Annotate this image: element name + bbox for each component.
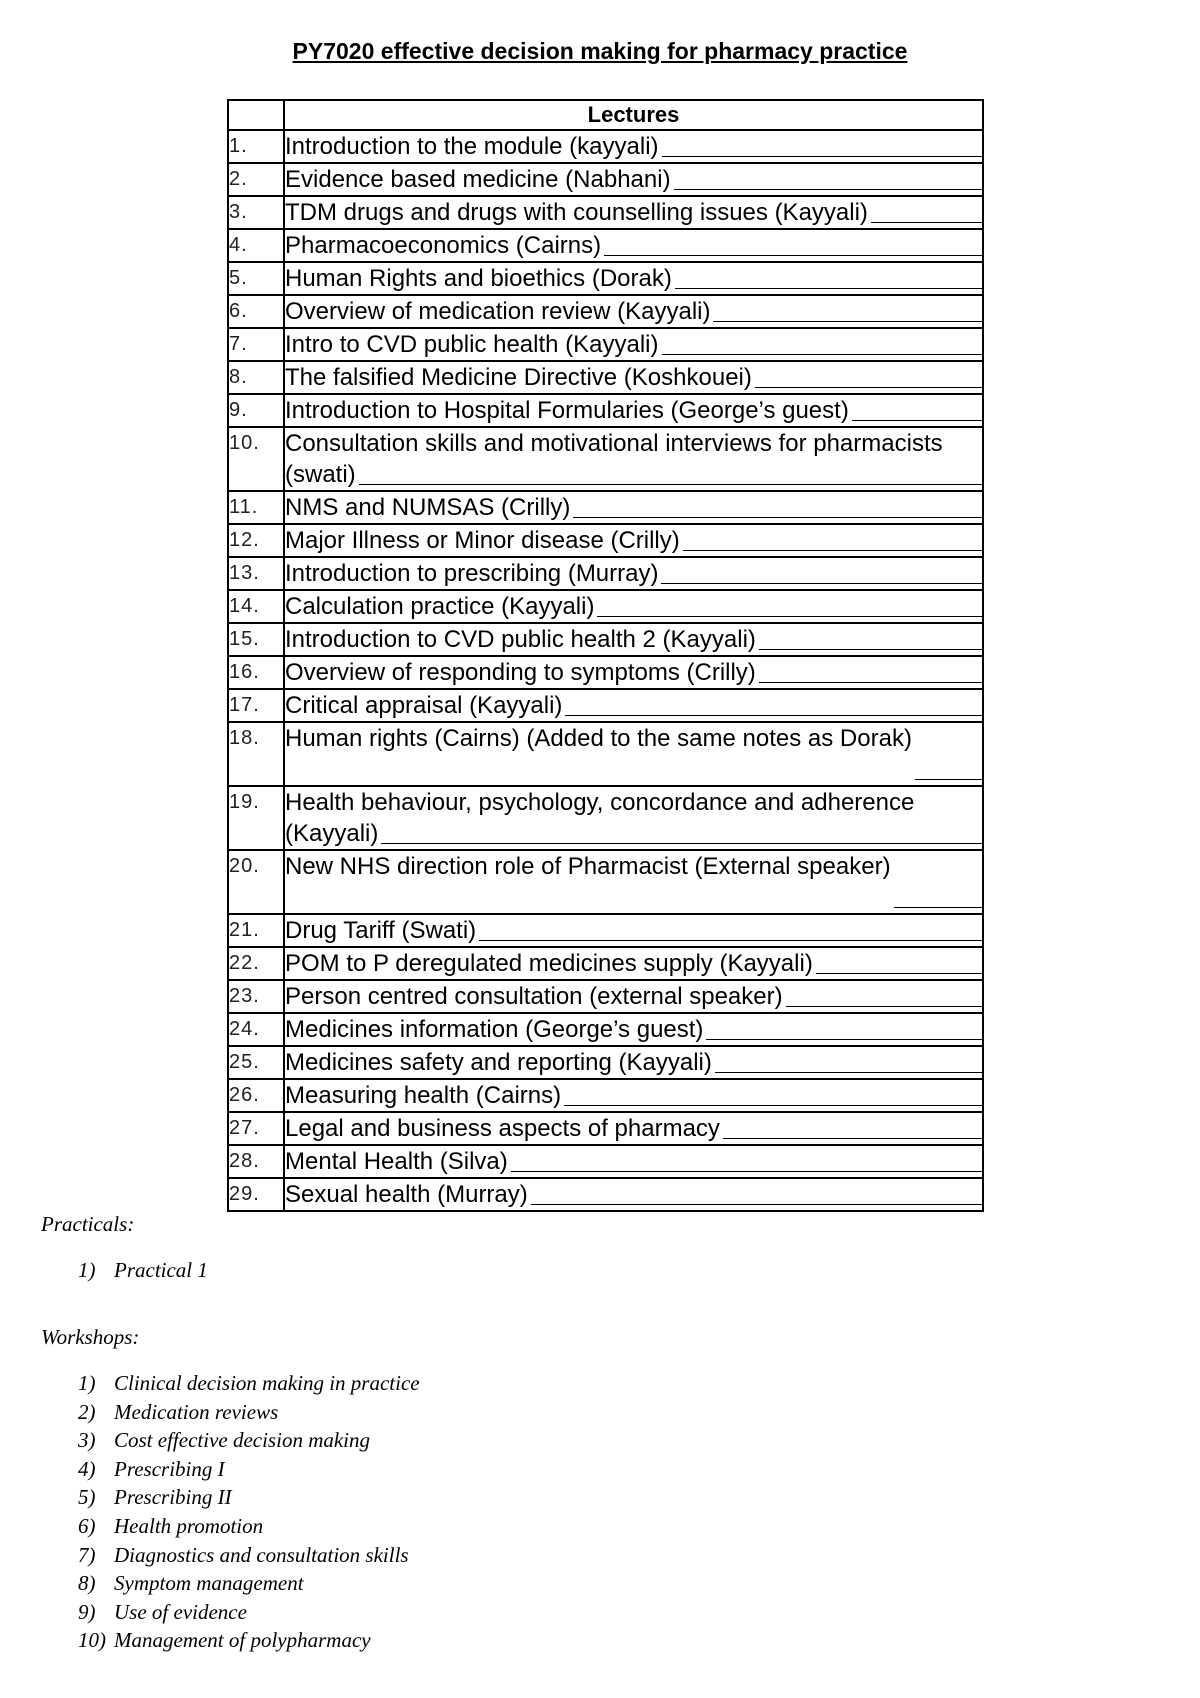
fill-line xyxy=(786,1006,982,1007)
fill-line xyxy=(564,1105,982,1106)
fill-line xyxy=(816,973,982,974)
list-number: 4) xyxy=(78,1456,96,1481)
lecture-number: 27. xyxy=(228,1112,284,1145)
table-row xyxy=(228,295,983,328)
list-number: 6) xyxy=(78,1513,96,1538)
lecture-number: 6. xyxy=(228,295,284,328)
lecture-title: NMS and NUMSAS (Crilly) xyxy=(285,494,571,521)
list-text: Management of polypharmacy xyxy=(114,1628,371,1653)
lecture-number: 5. xyxy=(228,262,284,295)
list-number: 7) xyxy=(78,1542,96,1567)
fill-line xyxy=(759,682,982,683)
table-row xyxy=(228,722,983,786)
workshop-item xyxy=(78,1369,420,1398)
workshop-item xyxy=(78,1569,420,1598)
list-text: Prescribing II xyxy=(114,1485,232,1510)
workshop-item xyxy=(78,1455,420,1484)
table-row xyxy=(228,427,983,491)
lecture-title: New NHS direction role of Pharmacist (External speaker) xyxy=(285,853,891,880)
lecture-cell xyxy=(284,328,983,361)
list-number: 1) xyxy=(78,1258,96,1282)
lecture-title: Human Rights and bioethics (Dorak) xyxy=(285,265,672,292)
lecture-cell xyxy=(284,656,983,689)
practicals-label: Practicals: xyxy=(41,1212,135,1236)
table-header-row xyxy=(228,100,983,130)
table-row xyxy=(228,361,983,394)
lecture-number: 10. xyxy=(228,427,284,491)
list-text: Prescribing I xyxy=(114,1456,225,1481)
lecture-title: Legal and business aspects of pharmacy xyxy=(285,1115,720,1142)
fill-line xyxy=(755,387,982,388)
lecture-title: POM to P deregulated medicines supply (Kayyali) xyxy=(285,950,813,977)
lecture-number: 9. xyxy=(228,394,284,427)
lecture-cell xyxy=(284,689,983,722)
fill-line xyxy=(715,1072,982,1073)
list-text: Clinical decision making in practice xyxy=(114,1371,420,1395)
lecture-title: Introduction to CVD public health 2 (Kayyali) xyxy=(285,626,756,653)
lecture-cell xyxy=(284,130,983,163)
lecture-title: Drug Tariff (Swati) xyxy=(285,917,477,944)
lecture-title: Major Illness or Minor disease (Crilly) xyxy=(285,527,680,554)
workshop-item xyxy=(78,1483,420,1512)
table-row xyxy=(228,229,983,262)
lecture-number: 19. xyxy=(228,786,284,850)
fill-line xyxy=(565,715,982,716)
lecture-number: 18. xyxy=(228,722,284,786)
table-header-corner xyxy=(228,100,284,130)
table-row xyxy=(228,394,983,427)
list-text: Use of evidence xyxy=(114,1599,247,1624)
lecture-cell xyxy=(284,590,983,623)
fill-line xyxy=(359,484,982,485)
list-number: 5) xyxy=(78,1485,96,1510)
lecture-number: 22. xyxy=(228,947,284,980)
table-row xyxy=(228,163,983,196)
lecture-number: 14. xyxy=(228,590,284,623)
lecture-cell xyxy=(284,1079,983,1112)
workshop-item xyxy=(78,1626,420,1655)
fill-line xyxy=(531,1204,982,1205)
lecture-number: 23. xyxy=(228,980,284,1013)
lecture-cell xyxy=(284,262,983,295)
lecture-cell xyxy=(284,1145,983,1178)
table-row xyxy=(228,1145,983,1178)
lecture-cell xyxy=(284,980,983,1013)
table-row xyxy=(228,786,983,850)
table-row xyxy=(228,590,983,623)
list-text: Practical 1 xyxy=(114,1258,208,1282)
lecture-title: Consultation skills and motivational interviews for pharmacists (swati) xyxy=(285,430,943,488)
list-number: 9) xyxy=(78,1599,96,1624)
lecture-number: 21. xyxy=(228,914,284,947)
fill-line xyxy=(479,940,982,941)
lecture-title: Introduction to Hospital Formularies (George’s guest) xyxy=(285,397,849,424)
lecture-number: 16. xyxy=(228,656,284,689)
lecture-title: Medicines safety and reporting (Kayyali) xyxy=(285,1049,712,1076)
lecture-title: Introduction to prescribing (Murray) xyxy=(285,560,659,587)
lecture-cell xyxy=(284,786,983,850)
lecture-title: Sexual health (Murray) xyxy=(285,1181,528,1208)
practicals-list xyxy=(78,1256,208,1285)
lecture-title: TDM drugs and drugs with counselling issues (Kayyali) xyxy=(285,199,868,226)
fill-line xyxy=(604,255,982,256)
table-row xyxy=(228,914,983,947)
list-text: Medication reviews xyxy=(114,1399,279,1424)
workshop-item xyxy=(78,1598,420,1627)
lecture-title: Overview of responding to symptoms (Crilly) xyxy=(285,659,756,686)
lecture-number: 26. xyxy=(228,1079,284,1112)
lecture-cell xyxy=(284,850,983,914)
fill-line xyxy=(759,649,982,650)
fill-line xyxy=(662,354,983,355)
workshop-item xyxy=(78,1512,420,1541)
lecture-number: 17. xyxy=(228,689,284,722)
document-title: PY7020 effective decision making for pharmacy practice xyxy=(292,38,908,64)
list-text: Symptom management xyxy=(114,1571,304,1596)
table-row xyxy=(228,557,983,590)
lectures-table xyxy=(227,99,984,1212)
table-row xyxy=(228,1013,983,1046)
workshop-item xyxy=(78,1541,420,1570)
lecture-title: Critical appraisal (Kayyali) xyxy=(285,692,563,719)
lecture-number: 28. xyxy=(228,1145,284,1178)
lecture-cell xyxy=(284,914,983,947)
list-number: 2) xyxy=(78,1399,96,1424)
lecture-number: 24. xyxy=(228,1013,284,1046)
table-row xyxy=(228,947,983,980)
lecture-cell xyxy=(284,947,983,980)
lecture-number: 1. xyxy=(228,130,284,163)
workshops-list xyxy=(78,1369,420,1655)
lecture-cell xyxy=(284,196,983,229)
lecture-number: 8. xyxy=(228,361,284,394)
lectures-table-body xyxy=(228,130,983,1211)
fill-line xyxy=(675,288,982,289)
table-row xyxy=(228,524,983,557)
lecture-title: Measuring health (Cairns) xyxy=(285,1082,562,1109)
workshop-item xyxy=(78,1398,420,1427)
fill-line xyxy=(674,189,982,190)
lecture-cell xyxy=(284,295,983,328)
table-row xyxy=(228,656,983,689)
list-number: 3) xyxy=(78,1428,96,1453)
list-text: Diagnostics and consultation skills xyxy=(114,1542,409,1567)
lecture-cell xyxy=(284,394,983,427)
list-text: Cost effective decision making xyxy=(114,1428,371,1453)
table-row xyxy=(228,850,983,914)
table-row xyxy=(228,328,983,361)
lecture-number: 29. xyxy=(228,1178,284,1211)
workshop-item xyxy=(78,1426,420,1455)
table-row xyxy=(228,262,983,295)
lecture-cell xyxy=(284,1046,983,1079)
fill-line xyxy=(573,517,982,518)
list-number: 10) xyxy=(78,1628,106,1653)
fill-line xyxy=(706,1039,982,1040)
lecture-title: Intro to CVD public health (Kayyali) xyxy=(285,331,659,358)
fill-line xyxy=(511,1171,982,1172)
table-row xyxy=(228,980,983,1013)
practical-item xyxy=(78,1256,208,1285)
table-row xyxy=(228,1178,983,1211)
lecture-cell xyxy=(284,722,983,786)
lecture-title: Overview of medication review (Kayyali) xyxy=(285,298,711,325)
table-row xyxy=(228,196,983,229)
list-text: Health promotion xyxy=(114,1513,264,1538)
lecture-number: 11. xyxy=(228,491,284,524)
lecture-cell xyxy=(284,524,983,557)
lecture-title: Person centred consultation (external speaker) xyxy=(285,983,783,1010)
lecture-cell xyxy=(284,1013,983,1046)
lecture-number: 4. xyxy=(228,229,284,262)
table-row xyxy=(228,623,983,656)
list-number: 8) xyxy=(78,1571,96,1596)
lecture-cell xyxy=(284,623,983,656)
lecture-title: The falsified Medicine Directive (Koshkouei) xyxy=(285,364,752,391)
lecture-cell xyxy=(284,1178,983,1211)
lecture-title: Mental Health (Silva) xyxy=(285,1148,508,1175)
fill-line xyxy=(915,779,982,780)
fill-line xyxy=(871,222,982,223)
table-header-lectures: Lectures xyxy=(284,100,983,130)
lecture-title: Evidence based medicine (Nabhani) xyxy=(285,166,671,193)
lecture-title: Calculation practice (Kayyali) xyxy=(285,593,595,620)
lecture-number: 12. xyxy=(228,524,284,557)
lecture-cell xyxy=(284,491,983,524)
table-row xyxy=(228,1079,983,1112)
lecture-number: 15. xyxy=(228,623,284,656)
fill-line xyxy=(852,420,982,421)
fill-line xyxy=(381,843,982,844)
table-row xyxy=(228,1112,983,1145)
table-row xyxy=(228,491,983,524)
fill-line xyxy=(713,321,982,322)
lecture-cell xyxy=(284,163,983,196)
fill-line xyxy=(661,583,982,584)
lecture-number: 20. xyxy=(228,850,284,914)
lecture-cell xyxy=(284,361,983,394)
lecture-number: 13. xyxy=(228,557,284,590)
table-row xyxy=(228,130,983,163)
lecture-number: 2. xyxy=(228,163,284,196)
list-number: 1) xyxy=(78,1371,96,1395)
lecture-number: 25. xyxy=(228,1046,284,1079)
workshops-label: Workshops: xyxy=(41,1325,140,1349)
table-row xyxy=(228,1046,983,1079)
fill-line xyxy=(662,156,982,157)
lecture-title: Pharmacoeconomics (Cairns) xyxy=(285,232,602,259)
fill-line xyxy=(597,616,982,617)
fill-line xyxy=(894,907,982,908)
lecture-number: 3. xyxy=(228,196,284,229)
lecture-cell xyxy=(284,229,983,262)
lecture-number: 7. xyxy=(228,328,284,361)
lecture-title: Health behaviour, psychology, concordance and adherence (Kayyali) xyxy=(285,789,915,847)
fill-line xyxy=(683,550,982,551)
lecture-title: Introduction to the module (kayyali) xyxy=(285,133,659,160)
table-row xyxy=(228,689,983,722)
lecture-title: Human rights (Cairns) (Added to the same notes as Dorak) xyxy=(285,725,912,752)
lecture-title: Medicines information (George’s guest) xyxy=(285,1016,704,1043)
lecture-cell xyxy=(284,427,983,491)
lecture-cell xyxy=(284,1112,983,1145)
lecture-cell xyxy=(284,557,983,590)
fill-line xyxy=(723,1138,982,1139)
